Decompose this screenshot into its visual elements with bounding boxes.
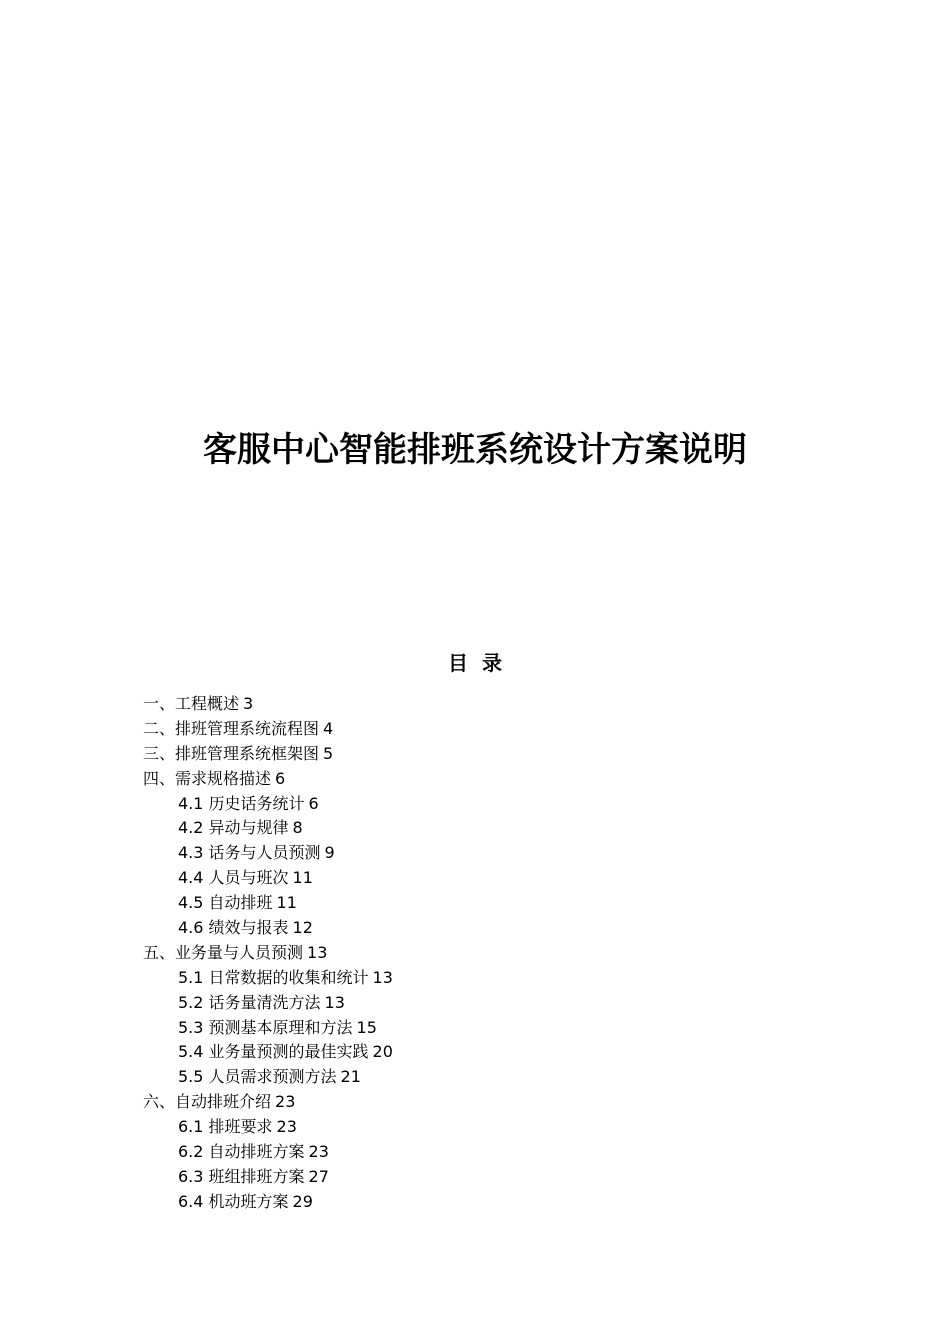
toc-entry[interactable] xyxy=(143,767,393,792)
document-title: 客服中心智能排班系统设计方案说明 xyxy=(203,430,747,470)
toc-entry-page-number: 23 xyxy=(276,1117,297,1137)
toc-entry-label: 二、排班管理系统流程图 xyxy=(143,718,320,738)
toc-entry-page-number: 6 xyxy=(275,768,286,788)
toc-entry[interactable] xyxy=(143,966,393,991)
toc-heading: 目 录 xyxy=(448,651,502,675)
toc-entry[interactable] xyxy=(143,1115,393,1140)
toc-entry-page-number: 13 xyxy=(372,967,393,987)
toc-entry[interactable] xyxy=(143,841,393,866)
toc-entry-page-number: 13 xyxy=(307,942,328,962)
toc-entry[interactable] xyxy=(143,792,393,817)
toc-entry[interactable] xyxy=(143,1090,393,1115)
toc-entry[interactable] xyxy=(143,866,393,891)
toc-entry-page-number: 21 xyxy=(340,1067,361,1087)
toc-entry[interactable] xyxy=(143,692,393,717)
toc-entry-page-number: 6 xyxy=(308,793,319,813)
toc-entry-label: 4.6 绩效与报表 xyxy=(178,918,289,938)
toc-entry-label: 三、排班管理系统框架图 xyxy=(143,743,320,763)
toc-entry-label: 4.4 人员与班次 xyxy=(178,868,289,888)
toc-entry[interactable] xyxy=(143,816,393,841)
toc-entry[interactable] xyxy=(143,941,393,966)
toc-entry[interactable] xyxy=(143,1065,393,1090)
toc-entry-page-number: 11 xyxy=(292,868,313,888)
toc-entry-label: 6.3 班组排班方案 xyxy=(178,1166,305,1186)
toc-entry-page-number: 23 xyxy=(308,1142,329,1162)
toc-entry-label: 4.2 异动与规律 xyxy=(178,818,289,838)
toc-entry-label: 5.2 话务量清洗方法 xyxy=(178,992,321,1012)
toc-entry-page-number: 20 xyxy=(372,1042,393,1062)
toc-entry-label: 4.3 话务与人员预测 xyxy=(178,843,321,863)
toc-entry-label: 5.4 业务量预测的最佳实践 xyxy=(178,1042,369,1062)
toc-entry[interactable] xyxy=(143,1016,393,1041)
toc-entry-page-number: 8 xyxy=(292,818,303,838)
toc-entry-label: 一、工程概述 xyxy=(143,694,240,713)
toc-entry-page-number: 11 xyxy=(276,893,297,913)
toc-entry[interactable] xyxy=(143,916,393,941)
toc-entry-label: 六、自动排班介绍 xyxy=(143,1092,272,1112)
toc-entry[interactable] xyxy=(143,742,393,767)
toc-entry-label: 6.1 排班要求 xyxy=(178,1117,273,1137)
toc-entry[interactable] xyxy=(143,717,393,742)
toc-entry-label: 6.4 机动班方案 xyxy=(178,1191,289,1211)
toc-entry[interactable] xyxy=(143,1140,393,1165)
toc-entry-page-number: 5 xyxy=(323,743,334,763)
toc-entry-page-number: 3 xyxy=(243,694,254,713)
toc-entry-page-number: 9 xyxy=(324,843,335,863)
toc-entry-label: 6.2 自动排班方案 xyxy=(178,1142,305,1162)
toc-entry[interactable] xyxy=(143,991,393,1016)
toc-entry-label: 四、需求规格描述 xyxy=(143,768,272,788)
toc-entry-page-number: 13 xyxy=(324,992,345,1012)
toc-entry-page-number: 15 xyxy=(356,1017,377,1037)
toc-entry[interactable] xyxy=(143,1040,393,1065)
toc-entry-label: 4.5 自动排班 xyxy=(178,893,273,913)
toc-entry-page-number: 12 xyxy=(292,918,313,938)
toc-entry[interactable] xyxy=(143,1165,393,1190)
toc-entry-page-number: 27 xyxy=(308,1166,329,1186)
table-of-contents xyxy=(143,692,393,1215)
toc-entry-label: 五、业务量与人员预测 xyxy=(143,942,304,962)
toc-entry-page-number: 29 xyxy=(292,1191,313,1211)
toc-entry-page-number: 4 xyxy=(323,718,334,738)
toc-entry-label: 5.5 人员需求预测方法 xyxy=(178,1067,337,1087)
toc-entry-label: 5.1 日常数据的收集和统计 xyxy=(178,967,369,987)
toc-entry-label: 4.1 历史话务统计 xyxy=(178,793,305,813)
toc-entry-label: 5.3 预测基本原理和方法 xyxy=(178,1017,353,1037)
toc-entry[interactable] xyxy=(143,891,393,916)
toc-entry[interactable] xyxy=(143,1190,393,1215)
toc-entry-page-number: 23 xyxy=(275,1092,296,1112)
